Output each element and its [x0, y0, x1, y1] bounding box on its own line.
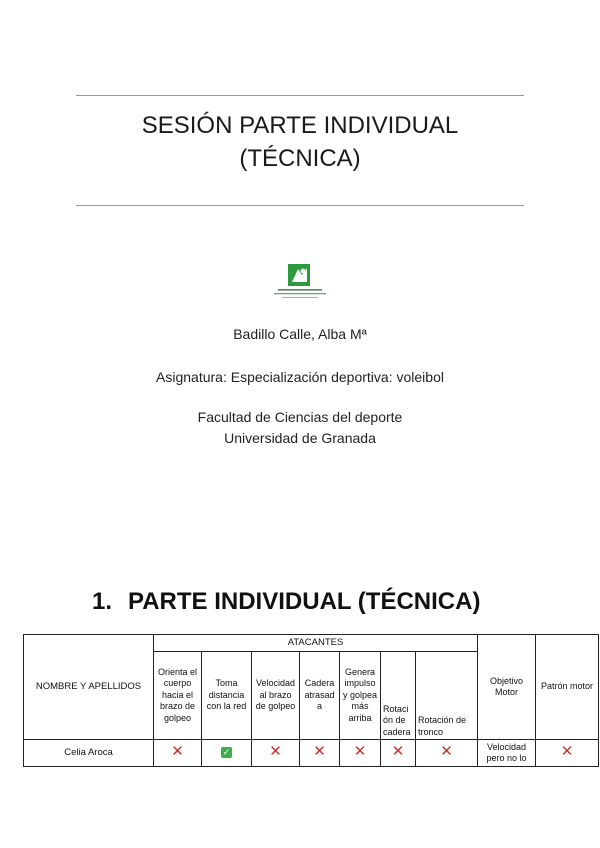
evaluation-table — [23, 634, 599, 767]
criterion-header: Rotación de tronco — [416, 652, 478, 740]
university-line: Universidad de Granada — [224, 430, 376, 446]
university-logo — [272, 263, 328, 305]
page-title-line2: (TÉCNICA) — [239, 145, 361, 172]
cross-icon: ✕ — [440, 743, 453, 761]
check-icon: ✓ — [222, 747, 231, 758]
attackers-group-header: ATACANTES — [154, 635, 478, 652]
faculty-line: Facultad de Ciencias del deporte — [197, 409, 403, 425]
objective-column-header: Objetivo Motor — [478, 635, 536, 740]
cross-icon: ✕ — [560, 743, 574, 761]
cross-icon: ✕ — [313, 743, 326, 761]
criterion-header: Velocidad al brazo de golpeo — [252, 652, 300, 740]
cross-icon: ✕ — [391, 743, 405, 761]
cross-icon: ✕ — [353, 743, 367, 761]
author-name: Badillo Calle, Alba Mª — [233, 326, 367, 342]
criterion-header: Rotaci ón de cadera — [381, 652, 416, 740]
top-divider — [76, 95, 524, 96]
name-column-header: NOMBRE Y APELLIDOS — [24, 635, 154, 740]
criterion-header: Genera impulso y golpea más arriba — [340, 652, 381, 740]
student-name: Celia Aroca — [24, 740, 154, 767]
criterion-header: Toma distancia con la red — [202, 652, 252, 740]
section-heading — [92, 587, 480, 617]
pattern-column-header: Patrón motor — [536, 635, 599, 740]
page-title-line1: SESIÓN PARTE INDIVIDUAL — [141, 112, 459, 139]
cross-icon: ✕ — [269, 743, 282, 761]
table-row — [24, 740, 599, 767]
section-number: 1. — [92, 588, 113, 615]
subject-line: Asignatura: Especialización deportiva: voleibol — [156, 369, 444, 385]
criterion-header: Orienta el cuerpo hacia el brazo de golpeo — [154, 652, 202, 740]
criterion-header: Cadera atrasad a — [300, 652, 340, 740]
objective-note: Velocidad pero no lo — [478, 740, 536, 767]
bottom-divider — [76, 205, 524, 206]
section-title: PARTE INDIVIDUAL (TÉCNICA) — [128, 588, 481, 615]
cross-icon: ✕ — [171, 743, 184, 761]
